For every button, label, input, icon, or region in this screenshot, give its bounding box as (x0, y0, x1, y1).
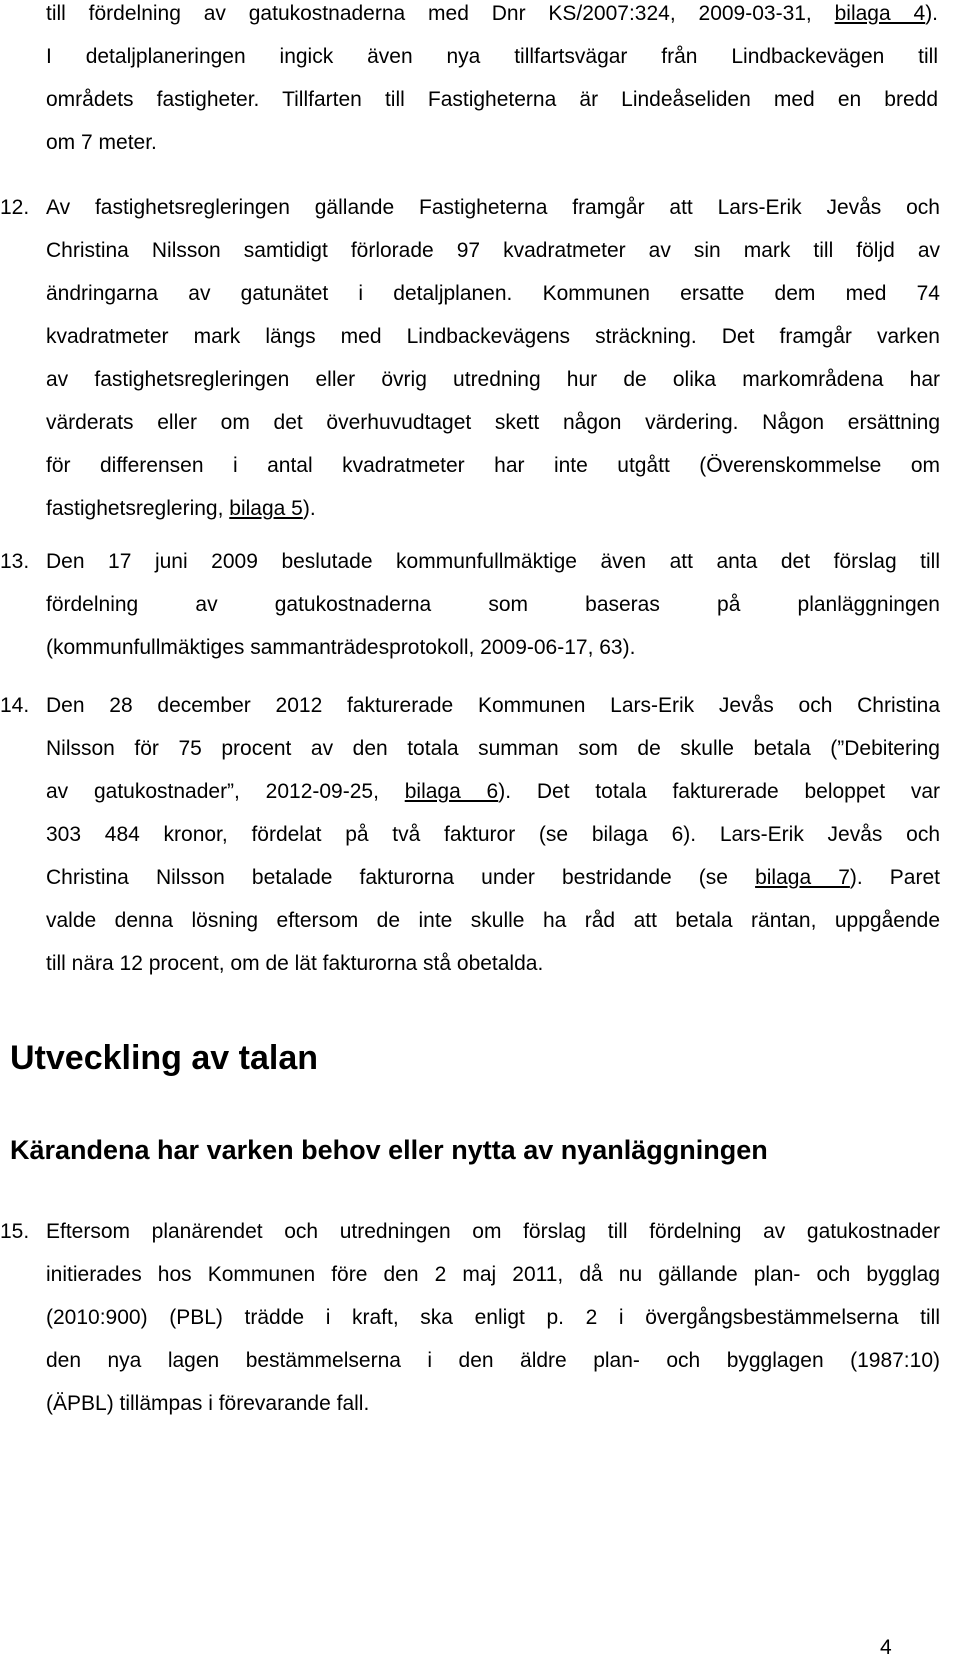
text-line: Av fastighetsregleringen gällande Fastigheterna framgår att Lars-Erik Jevås och (46, 196, 940, 219)
text-line: av fastighetsregleringen eller övrig utredning hur de olika markområdena har (46, 368, 940, 391)
text-line: ändringarna av gatunätet i detaljplanen. Kommunen ersatte dem med 74 (46, 282, 940, 305)
page-number: 4 (880, 1636, 892, 1659)
text-line: om 7 meter. (46, 131, 157, 154)
text-line: valde denna lösning eftersom de inte skulle ha råd att betala räntan, uppgående (46, 909, 940, 932)
text-line: kvadratmeter mark längs med Lindbackevägens sträckning. Det framgår varken (46, 325, 940, 348)
text-line: (2010:900) (PBL) trädde i kraft, ska enligt p. 2 i övergångsbestämmelserna till (46, 1306, 940, 1329)
bilaga-6-link[interactable]: bilaga 6 (404, 780, 499, 803)
text-line: den nya lagen bestämmelserna i den äldre plan- och bygglagen (1987:10) (46, 1349, 940, 1372)
text-line: Christina Nilsson betalade fakturorna under bestridande (se bilaga 7). Paret (46, 866, 940, 889)
text-line: Nilsson för 75 procent av den totala summan som de skulle betala (”Debitering (46, 737, 940, 760)
paragraph-number: 15. (0, 1220, 30, 1243)
text-line: (ÄPBL) tillämpas i förevarande fall. (46, 1392, 370, 1415)
text-line: Eftersom planärendet och utredningen om förslag till fördelning av gatukostnader (46, 1220, 940, 1243)
paragraph-12 (0, 186, 940, 530)
text-line: fördelning av gatukostnaderna som baseras på planläggningen (46, 593, 940, 616)
text-line: Den 17 juni 2009 beslutade kommunfullmäktige även att anta det förslag till (46, 550, 940, 573)
section-heading: Utveckling av talan (10, 1039, 319, 1077)
subsection-heading: Kärandena har varken behov eller nytta av nyanläggningen (10, 1135, 768, 1165)
intro-paragraph (46, 0, 938, 164)
text-line: 303 484 kronor, fördelat på två fakturor (se bilaga 6). Lars-Erik Jevås och (46, 823, 940, 846)
paragraph-13 (0, 540, 940, 669)
text-line: till fördelning av gatukostnaderna med Dnr KS/2007:324, 2009-03-31, bilaga 4). (46, 2, 939, 25)
bilaga-7-link[interactable]: bilaga 7 (755, 866, 850, 889)
text-line: av gatukostnader”, 2012-09-25, bilaga 6). Det totala fakturerade beloppet var (46, 780, 941, 803)
text-line: till nära 12 procent, om de lät fakturorna stå obetalda. (46, 952, 544, 975)
bilaga-5-link[interactable]: bilaga 5 (229, 497, 303, 520)
text-line: initierades hos Kommunen före den 2 maj 2011, då nu gällande plan- och bygglag (46, 1263, 940, 1286)
text-line: fastighetsreglering, bilaga 5). (46, 497, 316, 520)
paragraph-number: 12. (0, 196, 30, 219)
text-line: (kommunfullmäktiges sammanträdesprotokoll, 2009-06-17, 63). (46, 636, 636, 659)
text-line: värderats eller om det överhuvudtaget skett någon värdering. Någon ersättning (46, 411, 940, 434)
paragraph-14 (0, 684, 940, 985)
paragraph-number: 13. (0, 550, 30, 573)
text-line: I detaljplaneringen ingick även nya tillfartsvägar från Lindbackevägen till (46, 45, 938, 68)
text-line: områdets fastigheter. Tillfarten till Fastigheterna är Lindeåseliden med en bredd (46, 88, 938, 111)
paragraph-number: 14. (0, 694, 30, 717)
bilaga-4-link[interactable]: bilaga 4 (834, 2, 926, 25)
paragraph-15 (0, 1210, 940, 1425)
text-line: Christina Nilsson samtidigt förlorade 97 kvadratmeter av sin mark till följd av (46, 239, 940, 262)
text-line: Den 28 december 2012 fakturerade Kommunen Lars-Erik Jevås och Christina (46, 694, 940, 717)
text-line: för differensen i antal kvadratmeter har inte utgått (Överenskommelse om (46, 454, 940, 477)
